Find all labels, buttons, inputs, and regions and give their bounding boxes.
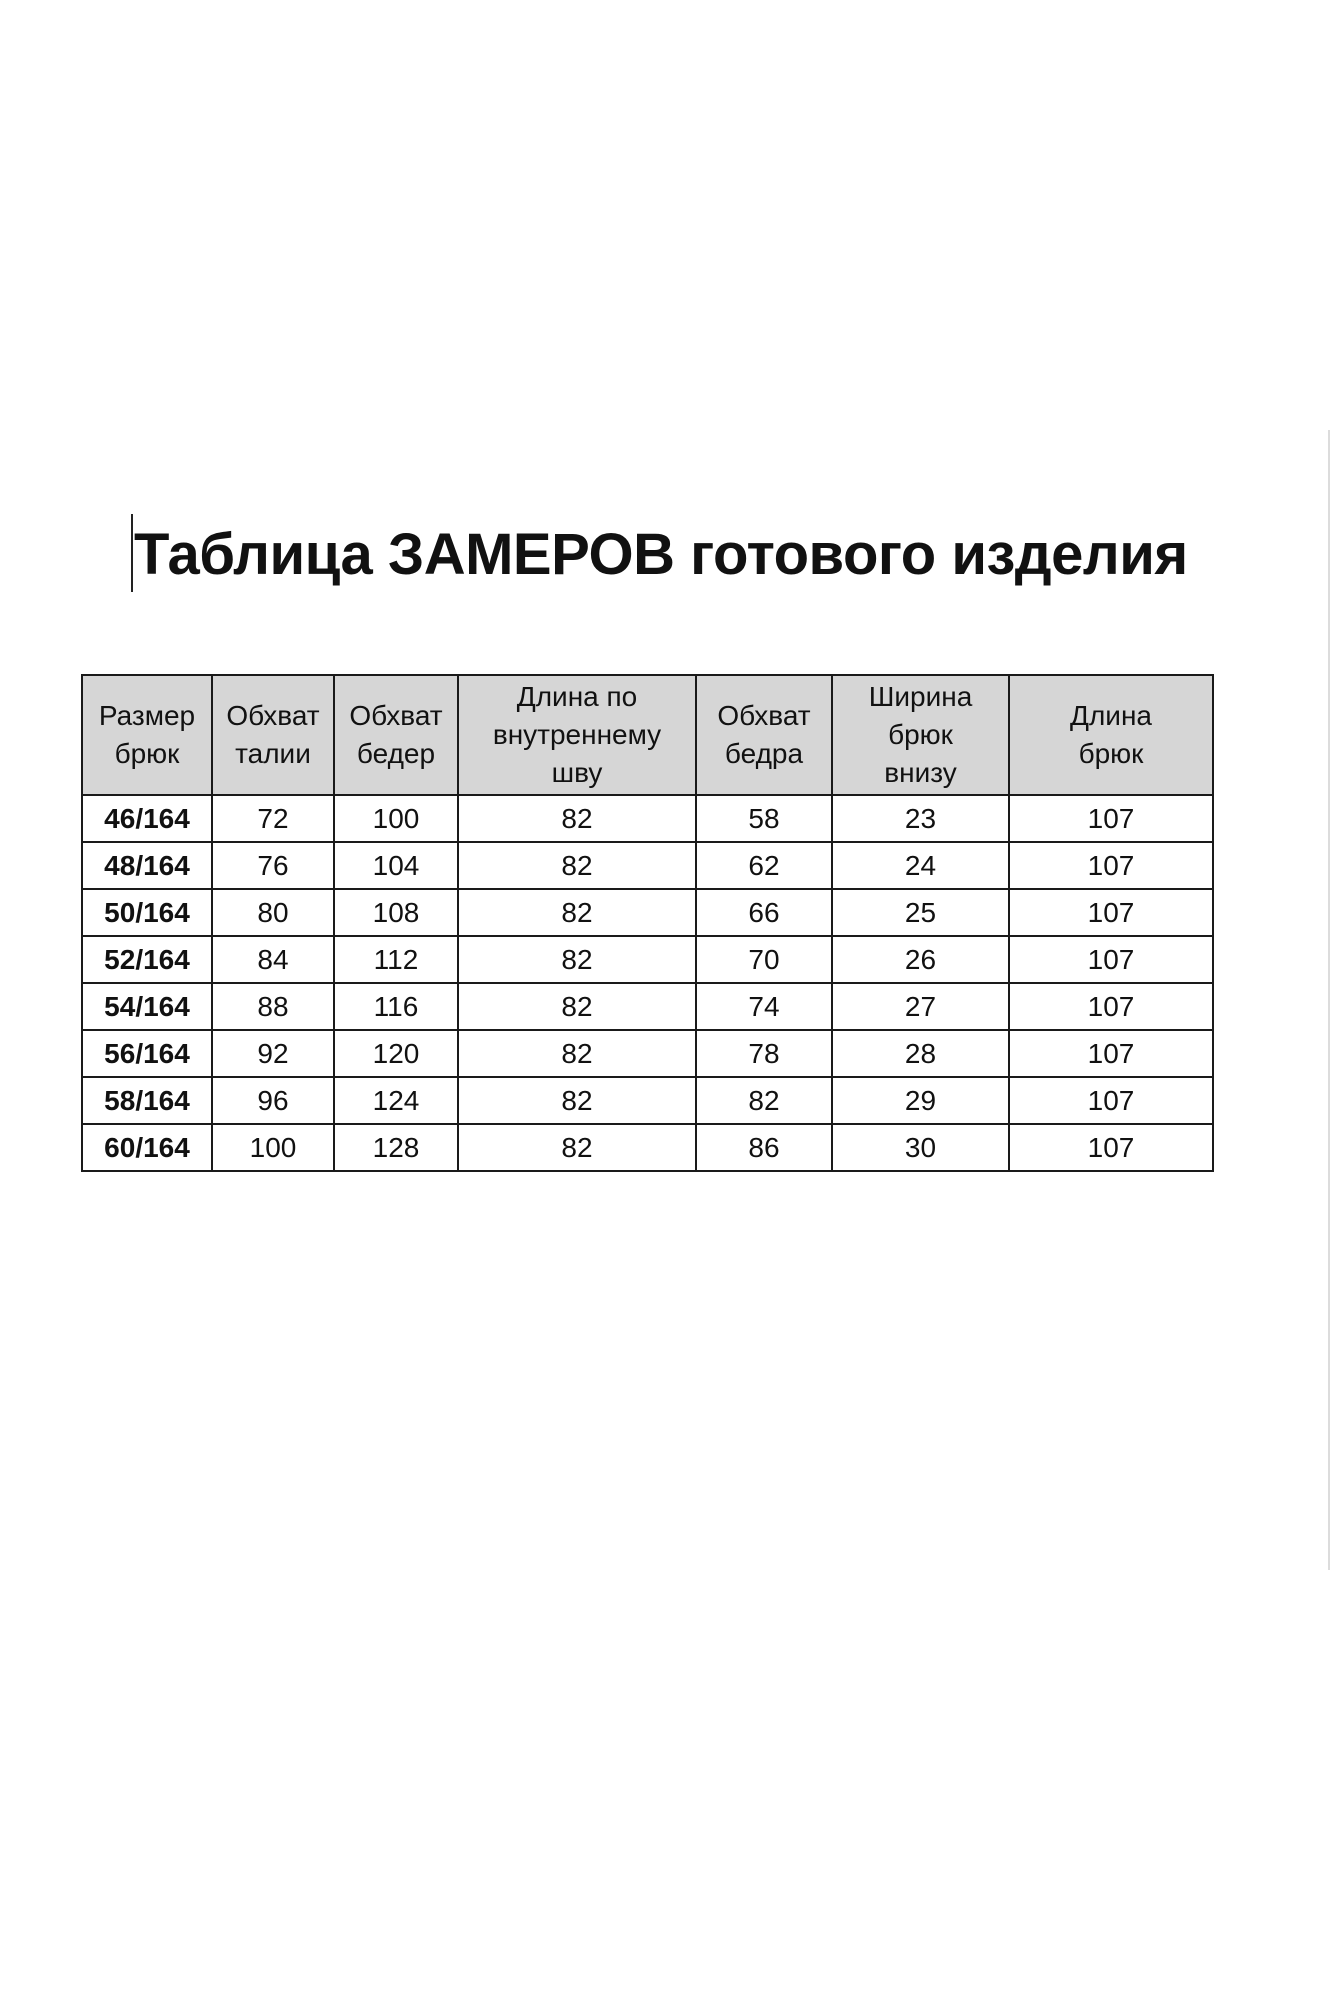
size-cell: 46/164 [82,795,212,842]
measurement-cell: 66 [696,889,832,936]
measurement-cell: 82 [458,1077,696,1124]
page-edge-line [1328,430,1330,1570]
measurement-cell: 72 [212,795,334,842]
measurement-cell: 29 [832,1077,1009,1124]
measurement-cell: 120 [334,1030,458,1077]
size-cell: 48/164 [82,842,212,889]
measurement-cell: 82 [458,1124,696,1171]
measurements-table [81,674,1214,1172]
measurement-cell: 128 [334,1124,458,1171]
header-cell: Ширина брюк внизу [832,675,1009,795]
header-cell: Обхват бедра [696,675,832,795]
size-cell: 56/164 [82,1030,212,1077]
measurement-cell: 80 [212,889,334,936]
measurement-cell: 107 [1009,795,1213,842]
text-cursor [131,514,133,592]
measurement-cell: 26 [832,936,1009,983]
measurement-cell: 82 [458,842,696,889]
measurement-cell: 107 [1009,1030,1213,1077]
measurement-cell: 76 [212,842,334,889]
measurement-cell: 92 [212,1030,334,1077]
size-cell: 60/164 [82,1124,212,1171]
size-cell: 58/164 [82,1077,212,1124]
header-cell: Обхват бедер [334,675,458,795]
measurement-cell: 107 [1009,1124,1213,1171]
measurement-cell: 107 [1009,842,1213,889]
header-cell: Размер брюк [82,675,212,795]
measurement-cell: 100 [212,1124,334,1171]
measurement-cell: 86 [696,1124,832,1171]
measurement-cell: 84 [212,936,334,983]
table-row [82,842,1213,889]
table-row [82,936,1213,983]
size-cell: 50/164 [82,889,212,936]
table-row [82,889,1213,936]
measurements-table-container [81,674,1214,1172]
table-row [82,795,1213,842]
header-cell: Длина брюк [1009,675,1213,795]
measurement-cell: 74 [696,983,832,1030]
measurement-cell: 25 [832,889,1009,936]
measurement-cell: 70 [696,936,832,983]
size-cell: 52/164 [82,936,212,983]
document-title: Таблица ЗАМЕРОВ готового изделия [134,522,1188,587]
measurement-cell: 112 [334,936,458,983]
measurement-cell: 58 [696,795,832,842]
measurement-cell: 82 [458,795,696,842]
table-row [82,1030,1213,1077]
measurement-cell: 24 [832,842,1009,889]
measurement-cell: 88 [212,983,334,1030]
size-cell: 54/164 [82,983,212,1030]
measurement-cell: 108 [334,889,458,936]
measurement-cell: 23 [832,795,1009,842]
measurement-cell: 82 [458,983,696,1030]
header-cell: Обхват талии [212,675,334,795]
measurement-cell: 107 [1009,983,1213,1030]
measurement-cell: 124 [334,1077,458,1124]
measurement-cell: 116 [334,983,458,1030]
measurement-cell: 27 [832,983,1009,1030]
table-row [82,983,1213,1030]
header-cell: Длина по внутреннему шву [458,675,696,795]
measurement-cell: 107 [1009,936,1213,983]
measurement-cell: 96 [212,1077,334,1124]
measurement-cell: 82 [696,1077,832,1124]
measurement-cell: 28 [832,1030,1009,1077]
measurement-cell: 30 [832,1124,1009,1171]
table-row [82,1077,1213,1124]
measurement-cell: 107 [1009,1077,1213,1124]
measurement-cell: 78 [696,1030,832,1077]
measurement-cell: 82 [458,889,696,936]
table-header-row [82,675,1213,795]
measurement-cell: 82 [458,1030,696,1077]
measurement-cell: 82 [458,936,696,983]
measurement-cell: 100 [334,795,458,842]
measurement-cell: 62 [696,842,832,889]
measurement-cell: 104 [334,842,458,889]
measurement-cell: 107 [1009,889,1213,936]
table-row [82,1124,1213,1171]
